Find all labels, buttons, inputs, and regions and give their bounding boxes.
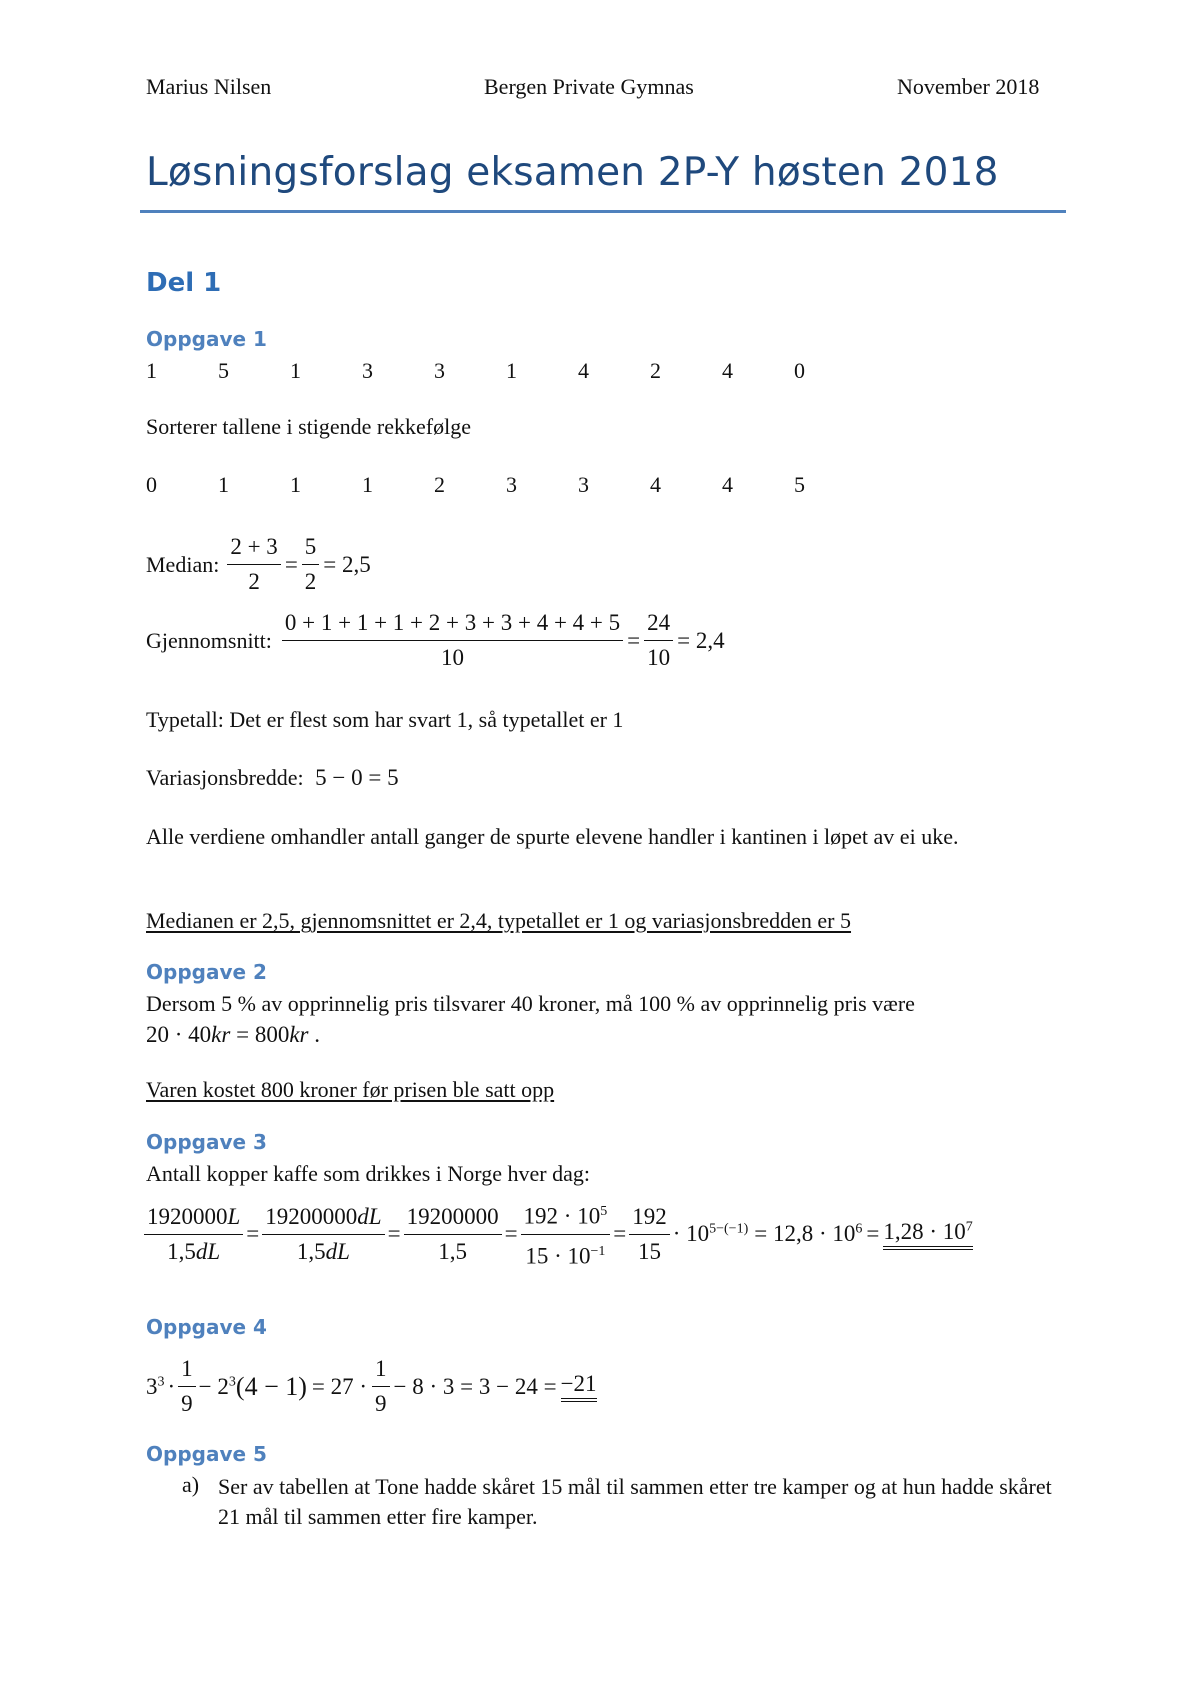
task3-f2-num-unit: dL	[357, 1203, 382, 1229]
task2-expr-end: .	[308, 1022, 320, 1047]
raw-number: 5	[218, 358, 229, 383]
task3-times-pow-value: · 10	[672, 1221, 710, 1247]
raw-number: 1	[146, 358, 157, 383]
task3-eq-1: =	[246, 1221, 260, 1247]
mean-numerator-2: 24	[647, 610, 671, 635]
header-author: Marius Nilsen	[146, 74, 272, 99]
mean-result: = 2,4	[677, 627, 725, 653]
task4-paren: (4 − 1)	[235, 1371, 307, 1401]
task4-minus-b: − 2	[198, 1373, 229, 1399]
task3-result	[883, 1219, 972, 1250]
task3-f1-den	[144, 1234, 243, 1269]
task4-a-exp: 3	[157, 1373, 165, 1389]
task3-f4-den	[521, 1234, 611, 1274]
sorted-number: 0	[146, 472, 157, 497]
task4-frac-num: 1	[181, 1356, 193, 1381]
task3-f1-num	[144, 1200, 243, 1234]
median-label: Median:	[146, 551, 220, 577]
task3-f1-num-value: 1920000	[147, 1203, 228, 1229]
raw-number: 1	[290, 358, 301, 383]
task3-f4-num-value: 192 · 10	[523, 1203, 601, 1229]
task5-heading: Oppgave 5	[146, 1442, 267, 1466]
mean-denominator: 10	[282, 640, 623, 675]
task2-answer: Varen kostet 800 kroner før prisen ble satt opp	[146, 1077, 555, 1102]
sorted-number: 4	[722, 472, 733, 497]
task3-times-pow-exp: 5−(−1)	[709, 1221, 749, 1237]
task2-unit-2: kr	[289, 1022, 309, 1047]
task3-fraction-2	[262, 1200, 384, 1269]
title-rule	[140, 210, 1066, 213]
task3-eq-2: =	[387, 1221, 401, 1247]
task3-eq-5: =	[866, 1221, 880, 1247]
task3-result-exp: 7	[965, 1219, 973, 1234]
mode-text: Typetall: Det er flest som har svart 1, så typetallet er 1	[146, 707, 624, 732]
task4-fraction	[178, 1352, 196, 1421]
mean-numerator: 0 + 1 + 1 + 1 + 2 + 3 + 3 + 4 + 4 + 5	[284, 610, 621, 635]
task4-heading: Oppgave 4	[146, 1315, 267, 1339]
task3-step-exp: 6	[855, 1221, 863, 1237]
task3-fraction-3	[404, 1200, 502, 1269]
task3-f4-num	[521, 1195, 611, 1234]
task4-dot: ·	[167, 1373, 176, 1399]
task3-step	[754, 1221, 862, 1247]
sorted-number: 3	[506, 472, 517, 497]
task1-heading: Oppgave 1	[146, 327, 267, 351]
task2-expr-a: 20 · 40	[146, 1022, 212, 1047]
raw-number: 2	[650, 358, 661, 383]
median-equals: =	[284, 551, 298, 577]
task3-fraction-5	[629, 1200, 670, 1269]
task3-calculation	[144, 1195, 973, 1273]
task3-f3-den: 1,5	[404, 1234, 502, 1269]
task3-result-value: 1,28 · 10	[883, 1218, 966, 1244]
task3-heading: Oppgave 3	[146, 1130, 267, 1154]
task2-unit: kr	[211, 1022, 231, 1047]
mean-fraction-2	[644, 606, 673, 675]
median-line	[146, 530, 371, 599]
mean-equals: =	[627, 627, 641, 653]
raw-number: 3	[434, 358, 445, 383]
task3-f2-den	[262, 1234, 384, 1269]
sorted-number: 5	[794, 472, 805, 497]
median-numerator: 2 + 3	[230, 534, 278, 559]
task3-f1-num-unit: L	[227, 1203, 241, 1229]
task2-heading: Oppgave 2	[146, 960, 267, 984]
task3-text: Antall kopper kaffe som drikkes i Norge hver dag:	[146, 1161, 590, 1186]
mean-fraction	[282, 606, 623, 675]
task3-f3-num: 19200000	[406, 1203, 499, 1229]
raw-number: 0	[794, 358, 805, 383]
raw-number: 4	[722, 358, 733, 383]
task4-tail: − 8 · 3 = 3 − 24 =	[393, 1373, 557, 1399]
range-line	[146, 765, 399, 791]
task3-fraction-1	[144, 1200, 243, 1269]
raw-number: 3	[362, 358, 373, 383]
task1-answer: Medianen er 2,5, gjennomsnittet er 2,4, typetallet er 1 og variasjonsbredden er 5	[146, 908, 852, 933]
header-date: November 2018	[897, 74, 1040, 99]
task3-f4-num-exp: 5	[600, 1204, 608, 1219]
task4-b-exp: 3	[228, 1373, 236, 1389]
task2-text: Dersom 5 % av opprinnelig pris tilsvarer 40 kroner, må 100 % av opprinnelig pris være	[146, 991, 915, 1016]
task3-f2-num-value: 19200000	[265, 1203, 358, 1229]
task3-f1-den-unit: dL	[195, 1238, 221, 1264]
task3-f2-den-value: 1,5	[296, 1238, 326, 1264]
task4-a-base: 3	[146, 1373, 158, 1399]
sorted-number: 3	[578, 472, 589, 497]
task3-times-pow	[673, 1221, 749, 1247]
mean-label: Gjennomsnitt:	[146, 627, 272, 653]
task4-eq-27: = 27 ·	[311, 1373, 368, 1399]
range-label: Variasjonsbredde:	[146, 765, 304, 790]
task3-eq-4: =	[613, 1221, 627, 1247]
task4-result: −21	[561, 1371, 597, 1402]
sorted-number: 1	[218, 472, 229, 497]
raw-number: 1	[506, 358, 517, 383]
task3-fraction-4	[521, 1195, 611, 1273]
context-text: Alle verdiene omhandler antall ganger de spurte elevene handler i kantinen i løpet av ei uke.	[146, 824, 959, 849]
mean-line	[146, 606, 725, 675]
raw-number: 4	[578, 358, 589, 383]
task2-expr-b: = 800	[230, 1022, 290, 1047]
task5-marker: a)	[182, 1472, 200, 1497]
median-fraction	[227, 530, 280, 599]
task3-f5-den: 15	[629, 1234, 670, 1269]
task3-eq-3: =	[504, 1221, 518, 1247]
range-expr: 5 − 0 = 5	[315, 765, 399, 790]
part-heading: Del 1	[146, 268, 222, 298]
task4-frac-den-2: 9	[372, 1386, 390, 1421]
page-title: Løsningsforslag eksamen 2P-Y høsten 2018	[146, 150, 999, 195]
task3-f4-den-value: 15 · 10	[525, 1243, 591, 1269]
mean-denominator-2: 10	[644, 640, 673, 675]
task3-f5-num: 192	[632, 1203, 667, 1229]
header-school: Bergen Private Gymnas	[484, 74, 694, 99]
sorted-number: 1	[362, 472, 373, 497]
task3-f4-den-exp: −1	[590, 1243, 606, 1259]
median-fraction-2	[302, 530, 320, 599]
sorted-number: 4	[650, 472, 661, 497]
median-denominator-2: 2	[302, 564, 320, 599]
task2-expression	[146, 1022, 320, 1048]
task3-f2-den-unit: dL	[325, 1238, 350, 1264]
task4-power-b	[199, 1374, 236, 1400]
task4-calculation	[146, 1352, 597, 1421]
task3-f2-num	[262, 1200, 384, 1234]
median-numerator-2: 5	[304, 534, 317, 559]
sort-text: Sorterer tallene i stigende rekkefølge	[146, 414, 471, 439]
task4-frac-den: 9	[178, 1386, 196, 1421]
task4-frac-num-2: 1	[375, 1356, 387, 1381]
task3-f1-den-value: 1,5	[167, 1238, 196, 1264]
sorted-number: 2	[434, 472, 445, 497]
task5-text: Ser av tabellen at Tone hadde skåret 15 mål til sammen etter tre kamper og at hun hadde skåret 21 mål til sammen etter fire kamper.	[218, 1474, 1052, 1529]
median-result: = 2,5	[323, 551, 371, 577]
sorted-number: 1	[290, 472, 301, 497]
task3-step-value: = 12,8 · 10	[754, 1221, 856, 1247]
task4-fraction-2	[372, 1352, 390, 1421]
median-denominator: 2	[227, 564, 280, 599]
task4-power-a	[146, 1374, 165, 1400]
